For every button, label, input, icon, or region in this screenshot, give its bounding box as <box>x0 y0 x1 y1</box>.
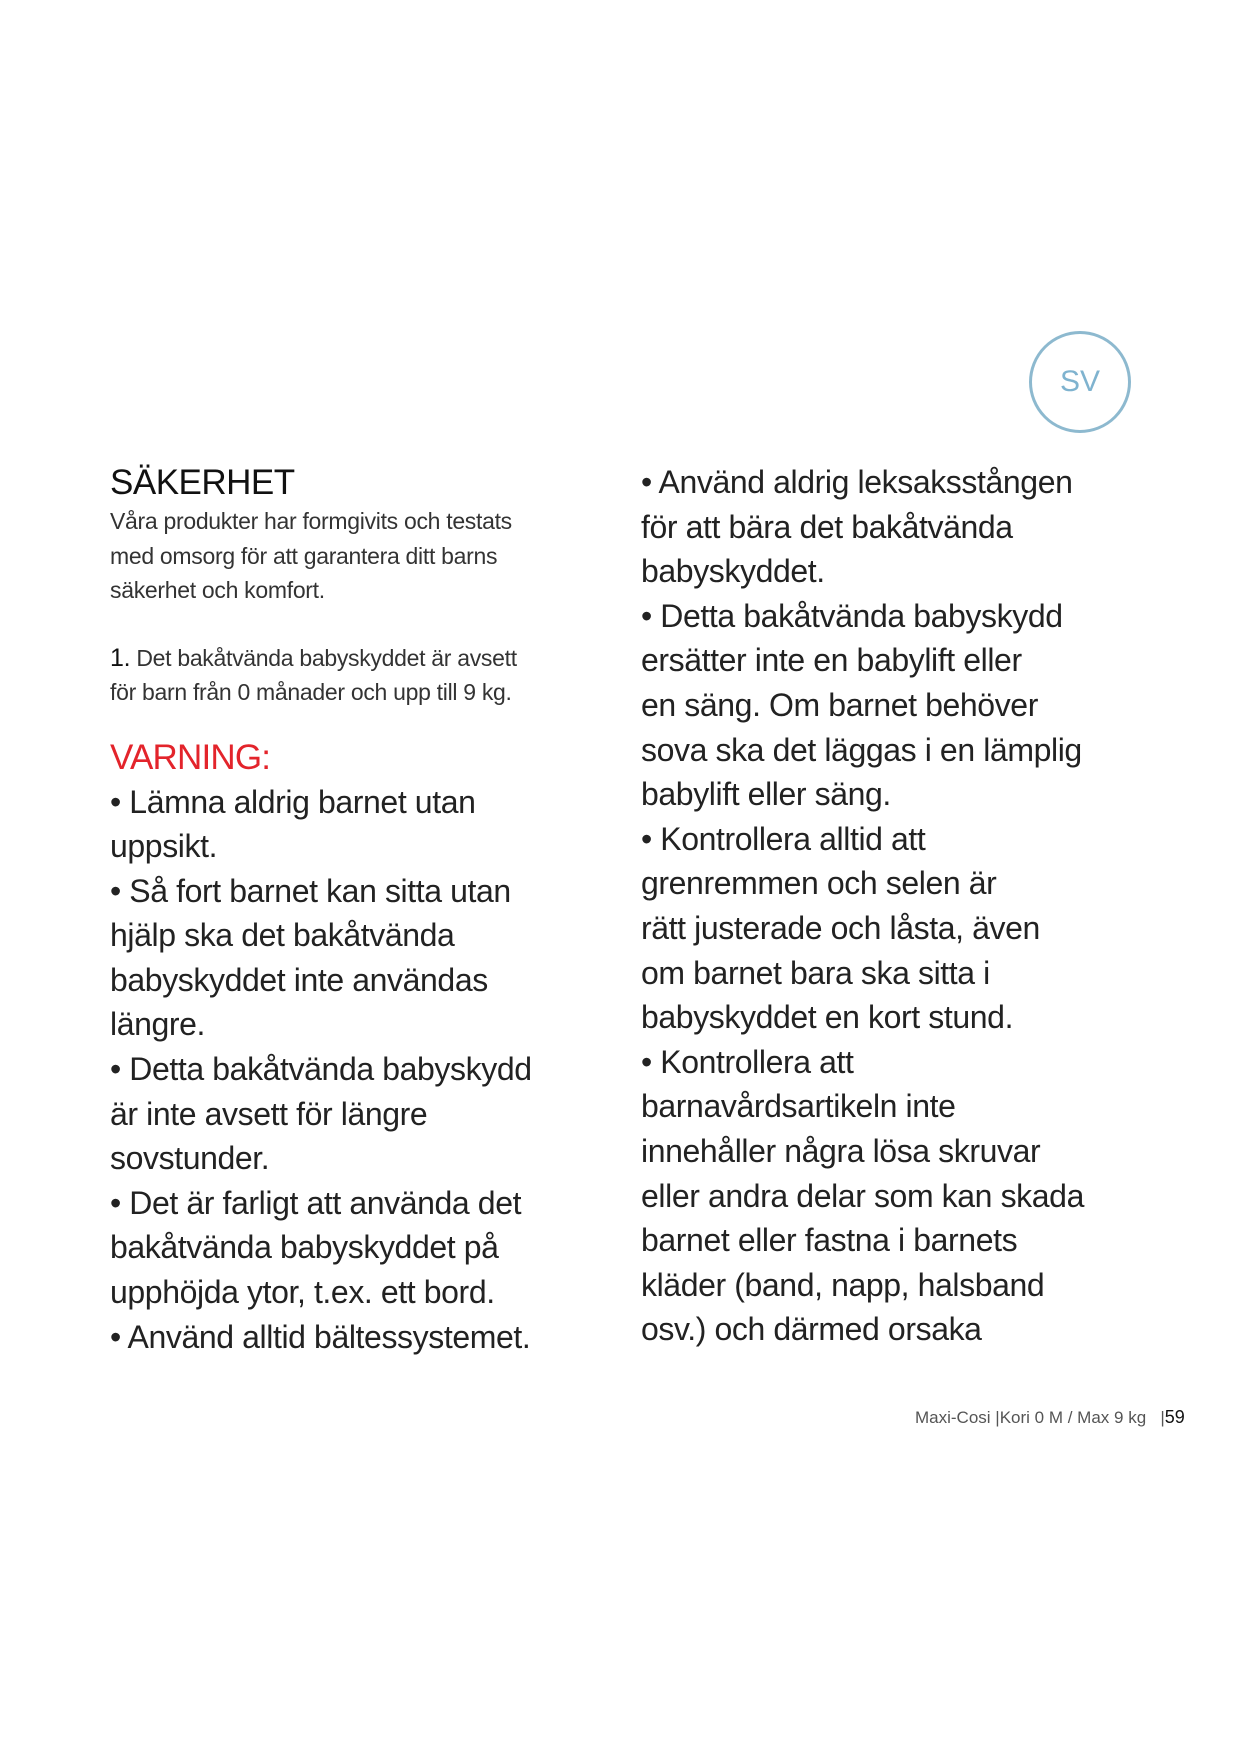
warning-line: för att bära det bakåtvända <box>641 508 1013 545</box>
intro-paragraph <box>110 504 590 608</box>
footer-product: Kori 0 M / Max 9 kg <box>999 1408 1147 1427</box>
page-number: 59 <box>1164 1407 1185 1427</box>
intro-line: säkerhet och komfort. <box>110 577 325 603</box>
warning-line: babyskyddet en kort stund. <box>641 999 1014 1036</box>
footer-brand: Maxi-Cosi <box>915 1408 991 1427</box>
warning-line: är inte avsett för längre <box>110 1095 428 1132</box>
warning-line: babyskyddet inte användas <box>110 961 488 998</box>
warning-line: sovstunder. <box>110 1140 270 1177</box>
warning-line: innehåller några lösa skruvar <box>641 1132 1041 1169</box>
language-code: SV <box>1059 365 1101 398</box>
item-text: Det bakåtvända babyskyddet är avsett <box>136 644 517 671</box>
item-number: 1. <box>110 643 131 672</box>
warning-line: babyskyddet. <box>641 553 825 590</box>
warning-line: grenremmen och selen är <box>641 865 997 902</box>
warning-heading: VARNING: <box>110 737 271 777</box>
page-footer: Maxi-Cosi |Kori 0 M / Max 9 kg |59 <box>915 1407 1185 1427</box>
warning-list-left <box>110 780 590 1360</box>
intro-line: Våra produkter har formgivits och testats <box>110 508 512 534</box>
warning-line: rätt justerade och låsta, även <box>641 909 1040 946</box>
section-heading: SÄKERHET <box>110 463 295 502</box>
warning-line: ersätter inte en babylift eller <box>641 642 1022 679</box>
item-text: för barn från 0 månader och upp till 9 kg. <box>110 679 512 705</box>
warning-line: barnet eller fastna i barnets <box>641 1222 1018 1259</box>
warning-line: • Kontrollera alltid att <box>641 820 926 857</box>
warning-line: osv.) och därmed orsaka <box>641 1311 982 1348</box>
numbered-item-1 <box>110 641 590 710</box>
warning-line: • Lämna aldrig barnet utan <box>110 783 476 820</box>
warning-line: hjälp ska det bakåtvända <box>110 917 455 954</box>
warning-line: kläder (band, napp, halsband <box>641 1266 1045 1303</box>
warning-line: upphöjda ytor, t.ex. ett bord. <box>110 1274 495 1311</box>
warning-line: eller andra delar som kan skada <box>641 1177 1084 1214</box>
warning-line: sova ska det läggas i en lämplig <box>641 731 1082 768</box>
warning-line: • Detta bakåtvända babyskydd <box>641 597 1063 634</box>
warning-line: • Använd alltid bältessystemet. <box>110 1318 531 1355</box>
warning-line: bakåtvända babyskyddet på <box>110 1229 499 1266</box>
warning-line: längre. <box>110 1006 206 1043</box>
warning-line: barnavårdsartikeln inte <box>641 1088 956 1125</box>
warning-line: om barnet bara ska sitta i <box>641 954 990 991</box>
item-line <box>110 675 590 710</box>
left-column <box>110 462 590 1359</box>
warning-list-right <box>641 460 1161 1352</box>
right-column <box>641 460 1161 1352</box>
warning-line: uppsikt. <box>110 828 218 865</box>
language-badge <box>1029 331 1131 433</box>
warning-line: babylift eller säng. <box>641 776 891 813</box>
warning-line: • Använd aldrig leksaksstången <box>641 464 1073 500</box>
warning-line: • Detta bakåtvända babyskydd <box>110 1051 532 1088</box>
warning-line: en säng. Om barnet behöver <box>641 686 1038 723</box>
warning-line: • Så fort barnet kan sitta utan <box>110 872 511 909</box>
warning-line: • Kontrollera att <box>641 1043 854 1080</box>
intro-line: med omsorg för att garantera ditt barns <box>110 542 498 569</box>
warning-line: • Det är farligt att använda det <box>110 1184 522 1221</box>
item-line <box>110 641 590 676</box>
